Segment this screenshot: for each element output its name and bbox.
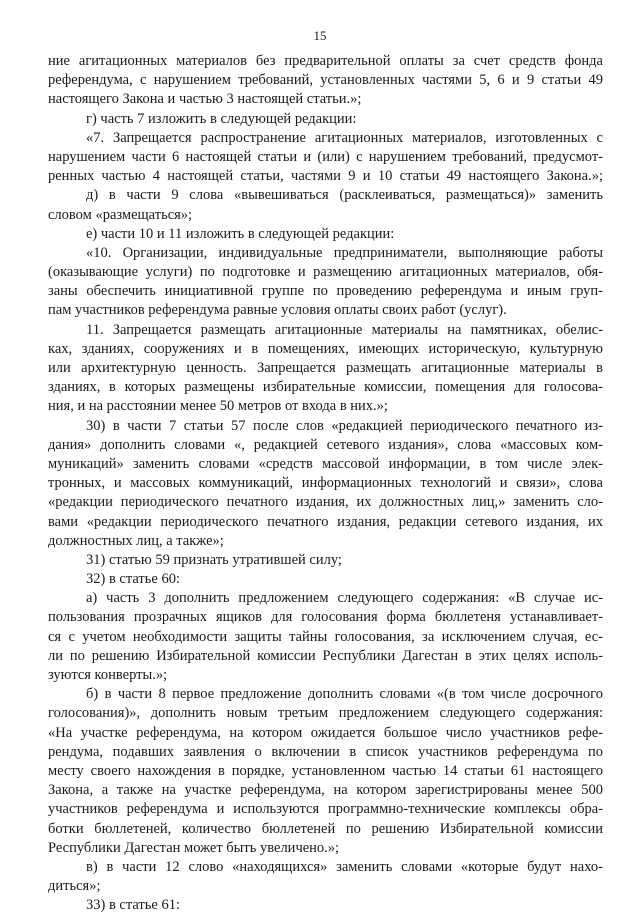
text-line: референдума, с нарушением требований, установленных частями 5, 6 и 9 статьи 49 [48,72,603,89]
text-line: ренных частью 4 настоящей статьи, частями 9 и 10 статьи 49 настоящего Закона.»; [48,168,603,185]
text-line: тронных, и массовых коммуникаций, информационных технологий и связи», слова [48,475,603,492]
text-line: пользования прозрачных ящиков для голосования форма бюллетеня устанавливает- [48,609,603,626]
text-line: д) в части 9 слова «вывешиваться (расклеиваться, размещаться)» заменить [86,187,603,204]
text-line: должностных лиц, а также»; [48,532,224,549]
text-line: вами «редакции периодического печатного издания, редакции сетевого издания, их [48,513,603,530]
document-body [48,52,603,915]
text-line: «10. Организации, индивидуальные предприниматели, выполняющие работы [86,244,603,261]
text-line: 32) в статье 60: [86,571,180,588]
text-line: нарушением части 6 настоящей статьи и (или) с нарушением требований, предусмот- [48,148,603,165]
text-line: 33) в статье 61: [86,897,180,914]
text-line: 30) в части 7 статьи 57 после слов «редакцией периодического печатного из- [86,417,603,434]
text-line: месту своего нахождения в порядке, установленном частью 14 статьи 61 настоящего [48,762,603,779]
text-line: заны обеспечить инициативной группе по проведению референдума и иным груп- [48,283,603,300]
text-line: настоящего Закона и частью 3 настоящей статьи.»; [48,91,362,108]
text-line: зданиях, в которых размещены избирательные комиссии, помещения для голосова- [48,379,603,396]
text-line: ли по решению Избирательной комиссии Республики Дагестан в этих целях исполь- [48,647,603,664]
text-line: Республики Дагестан может быть увеличено.»; [48,839,340,856]
text-line: в) в части 12 слово «находящихся» заменить словами «которые будут нахо- [86,858,603,875]
text-line: пам участников референдума равные условия оплаты своих работ (услуг). [48,302,507,319]
text-line: «7. Запрещается распространение агитационных материалов, изготовленных с [86,129,603,146]
text-line: ся с учетом необходимости защиты тайны голосования, за исключением случая, ес- [48,628,603,645]
text-line: рендума, подавших заявления о включении в список участников референдума по [48,743,603,760]
text-line: ках, зданиях, сооружениях и в помещениях, имеющих историческую, культурную [48,340,603,357]
text-line: «редакции периодического печатного издания, их должностных лиц,» заменить сло- [48,494,603,511]
text-line: зуются конверты.»; [48,667,168,683]
text-line: ния, и на расстоянии менее 50 метров от входа в них.»; [48,398,388,415]
text-line: участников референдума и используются программно-технические комплексы обра- [48,801,603,818]
text-line: 11. Запрещается размещать агитационные материалы на памятниках, обелис- [86,321,603,338]
text-line: или архитектурную ценность. Запрещается размещать агитационные материалы в [48,360,603,376]
text-line: г) часть 7 изложить в следующей редакции: [86,110,357,127]
page-number: 15 [313,28,327,43]
text-line: е) части 10 и 11 изложить в следующей редакции: [86,225,395,242]
text-line: ботки бюллетеней, количество бюллетеней по решению Избирательной комиссии [48,820,603,837]
text-line: диться»; [48,878,101,895]
text-line: б) в части 8 первое предложение дополнить словами «(в том числе досрочного [86,686,603,703]
text-line: словом «размещаться»; [48,206,193,223]
text-line: дания» дополнить словами «, редакцией сетевого издания», слова «массовых ком- [48,436,603,453]
text-line: «На участке референдума, на котором ожидается большое число участников рефе- [48,724,603,741]
text-line: 31) статью 59 признать утратившей силу; [86,551,342,568]
text-line: (оказывающие услуги) по подготовке и размещению агитационных материалов, обя- [48,264,603,281]
text-line: ние агитационных материалов без предварительной оплаты за счет средств фонда [48,53,603,69]
text-line: муникаций» заменить словами «средств массовой информации, в том числе элек- [48,455,603,472]
text-line: а) часть 3 дополнить предложением следующего содержания: «В случае ис- [86,590,603,607]
text-line: Закона, а также на участке референдума, на котором зарегистрированы менее 500 [48,782,603,799]
text-line: голосования)», дополнить новым третьим предложением следующего содержания: [48,705,603,722]
